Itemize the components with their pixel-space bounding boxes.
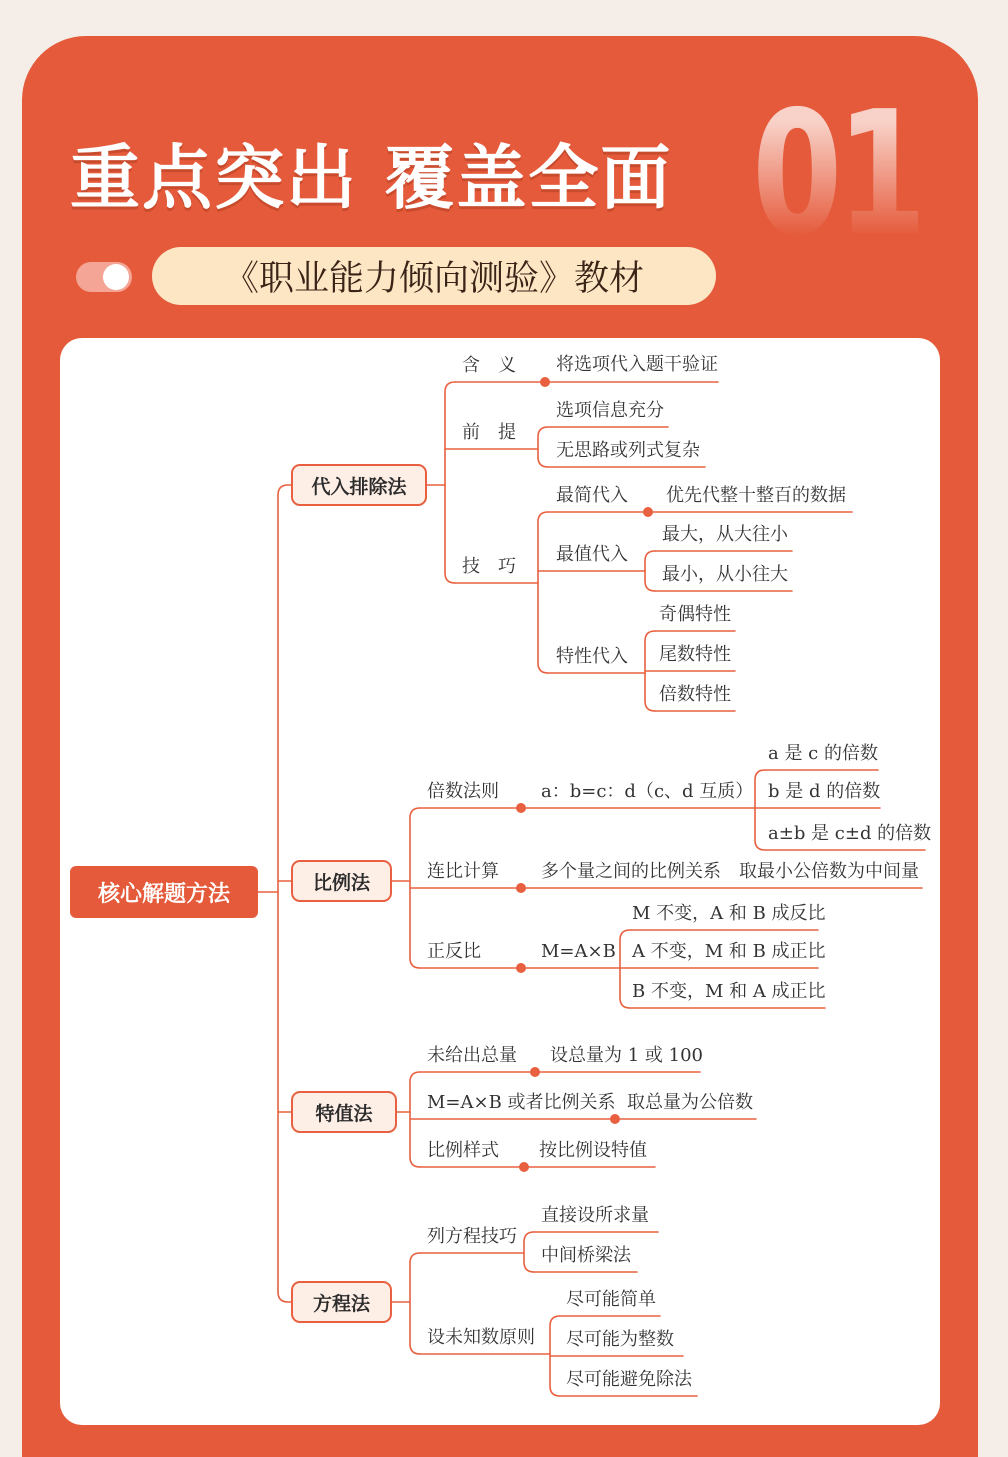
branch-ratio: 比例法 — [291, 860, 392, 902]
leaf-label: 选项信息充分 — [556, 400, 664, 421]
level2-label: 连比计算 — [427, 861, 499, 882]
mindmap-root: 核心解题方法 — [70, 866, 258, 918]
level2-label: M=A×B 或者比例关系 — [427, 1092, 616, 1113]
leaf-label: 尽可能避免除法 — [566, 1369, 692, 1390]
leaf-label: a 是 c 的倍数 — [768, 743, 878, 764]
leaf-label: 无思路或列式复杂 — [556, 440, 700, 461]
level2-label: 倍数法则 — [427, 781, 499, 802]
branch-equation: 方程法 — [291, 1281, 392, 1323]
level2-label: 未给出总量 — [427, 1045, 517, 1066]
page-title: 重点突出 覆盖全面 — [70, 137, 673, 219]
level3-label: 最简代入 — [556, 485, 628, 506]
leaf-label: 按比例设特值 — [539, 1140, 647, 1161]
leaf-label: 最小，从小往大 — [662, 564, 788, 585]
section-number: 01 — [752, 73, 921, 275]
leaf-label: 将选项代入题干验证 — [556, 354, 718, 375]
leaf-label: M 不变，A 和 B 成反比 — [632, 903, 826, 924]
level2-label: 含 义 — [462, 355, 516, 376]
level2-label: 设未知数原则 — [427, 1327, 535, 1348]
subtitle-pill — [152, 247, 716, 305]
branch-special-value: 特值法 — [291, 1091, 397, 1133]
branch-substitution: 代入排除法 — [291, 464, 427, 506]
level3-label: 最值代入 — [556, 544, 628, 565]
level3-label: 特性代入 — [556, 646, 628, 667]
leaf-label: 尽可能简单 — [566, 1289, 656, 1310]
leaf-label: 设总量为 1 或 100 — [550, 1045, 703, 1066]
leaf-label: b 是 d 的倍数 — [768, 781, 881, 802]
leaf-label: 中间桥梁法 — [541, 1245, 631, 1266]
level3-label: M=A×B — [541, 941, 616, 962]
level2-label: 前 提 — [462, 422, 516, 443]
leaf-label: 尽可能为整数 — [566, 1329, 674, 1350]
leaf-label: 奇偶特性 — [659, 604, 731, 625]
level3-label: a：b=c：d（c、d 互质） — [541, 781, 754, 802]
leaf-label: a±b 是 c±d 的倍数 — [768, 823, 932, 844]
toggle-knob — [103, 264, 129, 290]
toggle-decoration — [76, 262, 132, 292]
level2-label: 技 巧 — [462, 556, 516, 577]
leaf-label: 最大，从大往小 — [662, 524, 788, 545]
leaf-label: 取总量为公倍数 — [627, 1092, 753, 1113]
level2-label: 比例样式 — [427, 1140, 499, 1161]
leaf-label: 倍数特性 — [659, 684, 731, 705]
level2-label: 列方程技巧 — [427, 1226, 517, 1247]
level2-label: 正反比 — [427, 941, 481, 962]
leaf-label: B 不变，M 和 A 成正比 — [632, 981, 826, 1002]
subtitle-text: 《职业能力倾向测验》教材 — [223, 259, 644, 299]
leaf-label: 直接设所求量 — [541, 1205, 649, 1226]
leaf-label: 尾数特性 — [659, 644, 731, 665]
leaf-label: A 不变，M 和 B 成正比 — [632, 941, 826, 962]
leaf-label: 多个量之间的比例关系 取最小公倍数为中间量 — [541, 861, 919, 882]
leaf-label: 优先代整十整百的数据 — [666, 485, 846, 506]
